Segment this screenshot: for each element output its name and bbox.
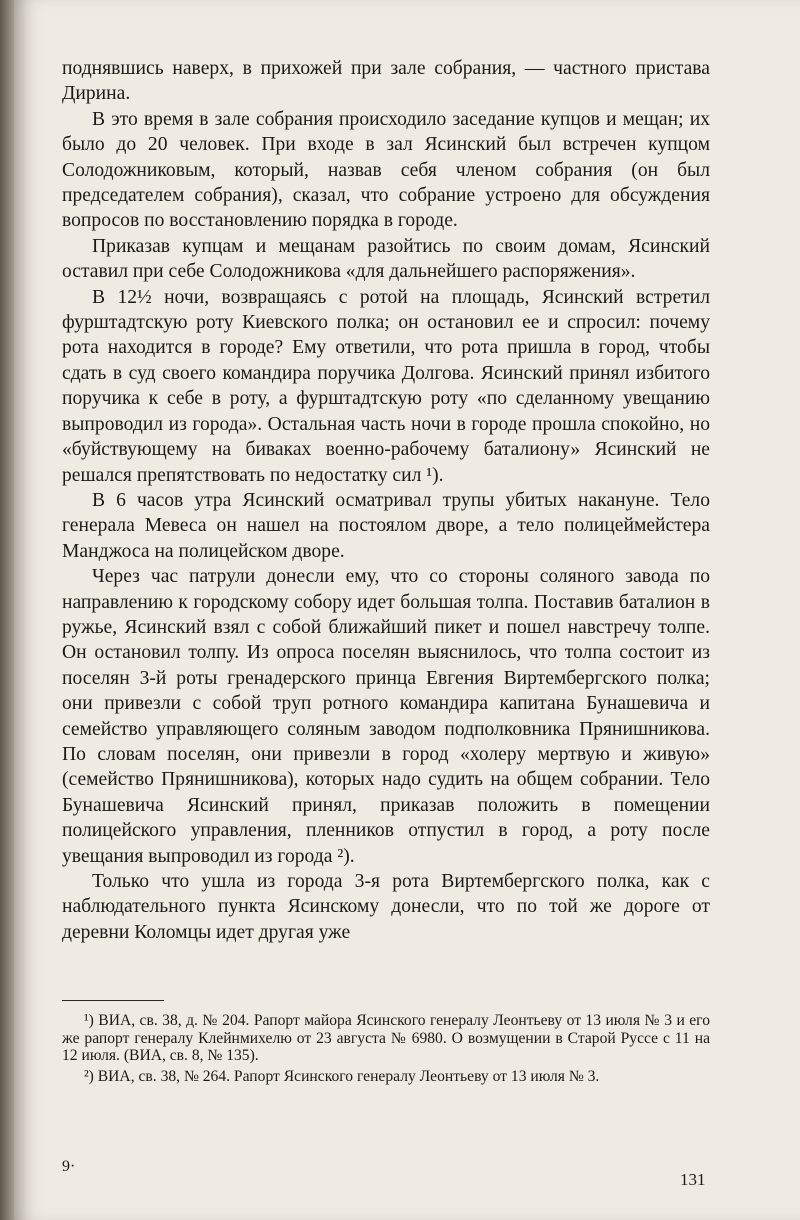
footnote-divider [62,1000,164,1001]
footnotes [62,1012,710,1088]
book-spine-shadow [0,0,14,1220]
paragraph: В это время в зале собрания происходило заседание купцов и мещан; их было до 20 человек. При входе в зал Ясинский был встречен купцом Солодожниковым, который, назвав себя членом собрания (он был председателем собрания), сказал, что собрание устроено для обсуждения вопросов по восстановлению порядка в городе. [62,108,710,232]
page-number: 131 [680,1170,706,1189]
paragraph: Через час патрули донесли ему, что со стороны соляного завода по направлению к городскому собору идет большая толпа. Поставив баталион в ружье, Ясинский взял с собой ближайший пикет и пошел навстречу толпе. Он остановил толпу. Из опроса поселян выяснилось, что толпа состоит из поселян 3-й роты гренадерского принца Евгения Виртембергского полка; они привезли с собой труп ротного командира капитана Бунашевича и семейство управляющего соляным заводом подполковника Прянишникова. По словам поселян, они привезли в город «холеру мертвую и живую» (семейство Прянишникова), которых надо судить на общем собрании. Тело Бунашевича Ясинский принял, приказав положить в помещении полицейского управления, пленников отпустил в город, а роту после увещания выпроводил из города ²). [62,566,710,867]
paragraph: поднявшись наверх, в прихожей при зале собрания, — частного пристава Дирина. [62,58,710,105]
signature-mark: 9· [62,1158,76,1175]
paragraph: В 6 часов утра Ясинский осматривал трупы убитых накануне. Тело генерала Мевеса он нашел на постоялом дворе, а тело полицеймейстера Манджоса на полицейском дворе. [62,489,710,562]
main-text [62,56,710,945]
paragraph: Только что ушла из города 3-я рота Виртембергского полка, как с наблюдательного пункта Ясинскому донесли, что по той же дороге от деревни Коломцы идет другая уже [62,871,710,943]
paragraph: Приказав купцам и мещанам разойтись по своим домам, Ясинский оставил при себе Солодожникова «для дальнейшего распоряжения». [62,235,710,283]
footnote: ²) ВИА, св. 38, № 264. Рапорт Ясинского генералу Леонтьеву от 13 июля № 3. [84,1067,600,1085]
footnote: ¹) ВИА, св. 38, д. № 204. Рапорт майора Ясинского генералу Леонтьеву от 13 июля № 3 и его же рапорт генералу Клейнмихелю от 23 августа № 6980. О возмущении в Старой Руссе с 11 на 12 июля. (ВИА, св. 8, № 135). [62,1012,710,1065]
paragraph: В 12½ ночи, возвращаясь с ротой на площадь, Ясинский встретил фурштадтскую роту Киевского полка; он остановил ее и спросил: почему рота находится в городе? Ему ответили, что рота пришла в город, чтобы сдать в суд своего командира поручика Долгова. Ясинский принял избитого поручика к себе в роту, а фурштадтскую роту «по сделанному увещанию выпроводил из города». Остальная часть ночи в городе прошла спокойно, но «буйствующему на биваках военно-рабочему баталиону» Ясинский не решался препятствовать по недостатку сил ¹). [62,286,710,486]
